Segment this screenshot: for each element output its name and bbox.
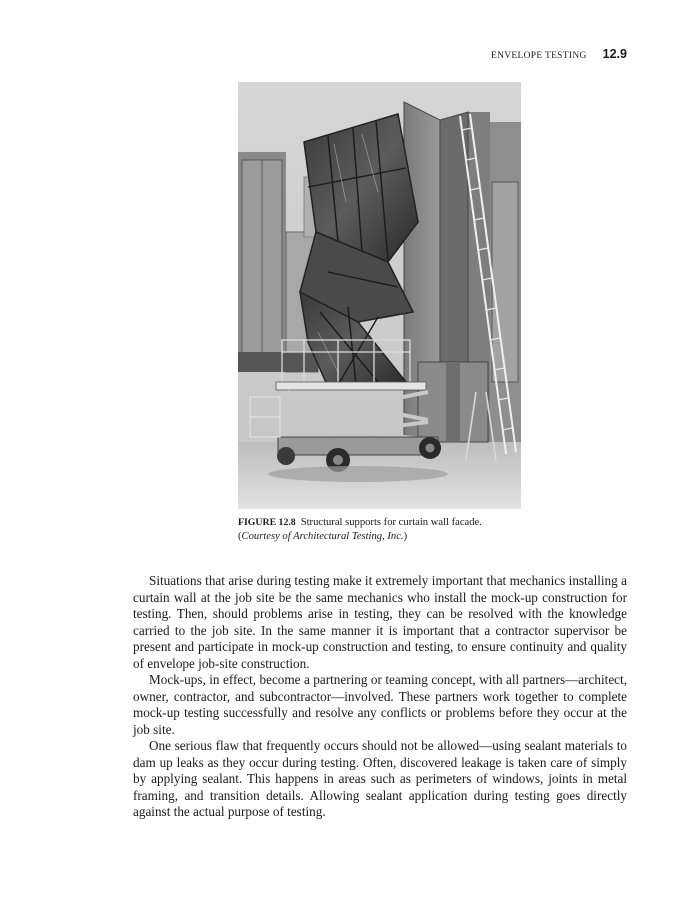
figure-credit	[238, 531, 407, 542]
figure-photo	[238, 82, 521, 509]
paragraph: Situations that arise during testing make it extremely important that mechanics installing a curtain wall at the job site be the same mechanics who install the mock-up construction for testing. Then, should problems arise in testing, they can be resolved with the knowledge carried to the job site. In the same manner it is important that a contractor supervisor be present and participate in mock-up construction and testing, to ensure continuity and quality of envelope job-site construction.	[133, 573, 627, 671]
body-text	[133, 573, 627, 821]
curtain-wall-mockup-photo	[238, 82, 521, 509]
figure-credit-open-paren: (	[238, 530, 242, 542]
figure-credit-close-paren: )	[403, 530, 408, 542]
figure-label: FIGURE 12.8	[238, 517, 296, 528]
running-head-section-title: ENVELOPE TESTING	[490, 51, 587, 61]
running-head	[491, 47, 627, 61]
paragraph: Mock-ups, in effect, become a partnering or teaming concept, with all partners—architect, owner, contractor, and subcontractor—involved. These partners work together to complete mock-up testing successfully and resolve any conflicts or problems before they occur at the job site.	[133, 672, 627, 737]
figure-caption	[238, 516, 523, 543]
figure-credit-text: Courtesy of Architectural Testing, Inc.	[241, 530, 404, 542]
page-number: 12.9	[602, 47, 627, 61]
paragraph: One serious flaw that frequently occurs should not be allowed—using sealant materials to dam up leaks as they occur during testing. Often, discovered leakage is taken care of simply by applying sealant. This happens in areas such as perimeters of windows, joints in metal framing, and transition details. Allowing sealant application during testing goes directly against the actual purpose of testing.	[133, 738, 627, 819]
figure-caption-text: Structural supports for curtain wall facade.	[300, 517, 482, 528]
